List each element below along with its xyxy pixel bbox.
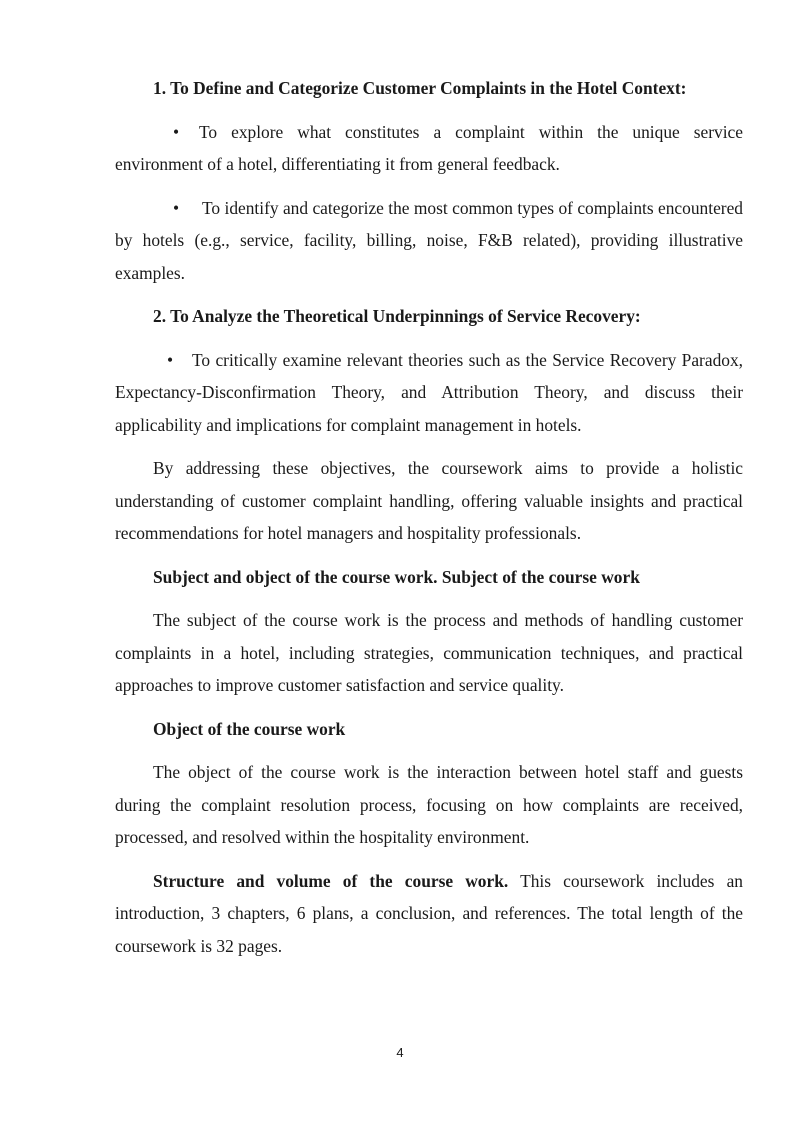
objective-1-bullet-2 [115,192,743,290]
bullet-text: To identify and categorize the most common types of complaints encountered by hotels (e.g., service, facility, billing, noise, F&B related), providing illustrative examples. [115,197,743,283]
subject-paragraph: The subject of the course work is the process and methods of handling customer complaints in a hotel, including strategies, communication techniques, and practical approaches to improve customer satisfaction and service quality. [115,610,743,695]
page-body [115,72,743,973]
bullet-icon: • [173,121,180,142]
subject-heading: Subject and object of the course work. Subject of the course work [153,566,640,587]
structure-paragraph [115,865,743,963]
bullet-text: To explore what constitutes a complaint within the unique service environment of a hotel, differentiating it from general feedback. [115,121,743,174]
objective-1-heading: 1. To Define and Categorize Customer Complaints in the Hotel Context: [153,78,687,98]
bullet-icon: • [173,197,180,218]
bullet-icon: • [167,349,174,370]
objective-2-heading: 2. To Analyze the Theoretical Underpinnings of Service Recovery: [153,306,641,326]
objectives-summary: By addressing these objectives, the coursework aims to provide a holistic understanding of customer complaint handling, offering valuable insights and practical recommendations for hotel managers and hospitality professionals. [115,458,743,543]
structure-lead: Structure and volume of the course work. [153,870,509,891]
object-heading: Object of the course work [153,718,346,739]
objective-2-bullet-1 [115,344,743,442]
page-number: 4 [396,1045,404,1060]
object-paragraph: The object of the course work is the interaction between hotel staff and guests during the complaint resolution process, focusing on how complaints are received, processed, and resolved within the hospitality environment. [115,762,743,847]
bullet-text: To critically examine relevant theories such as the Service Recovery Paradox, Expectancy-Disconfirmation Theory, and Attribution Theory, and discuss their applicability and implications for complaint management in hotels. [115,349,743,435]
structure-text: This coursework includes an introduction, 3 chapters, 6 plans, a conclusion, and references. The total length of the coursework is 32 pages. [115,870,743,956]
objective-1-bullet-1 [115,116,743,181]
